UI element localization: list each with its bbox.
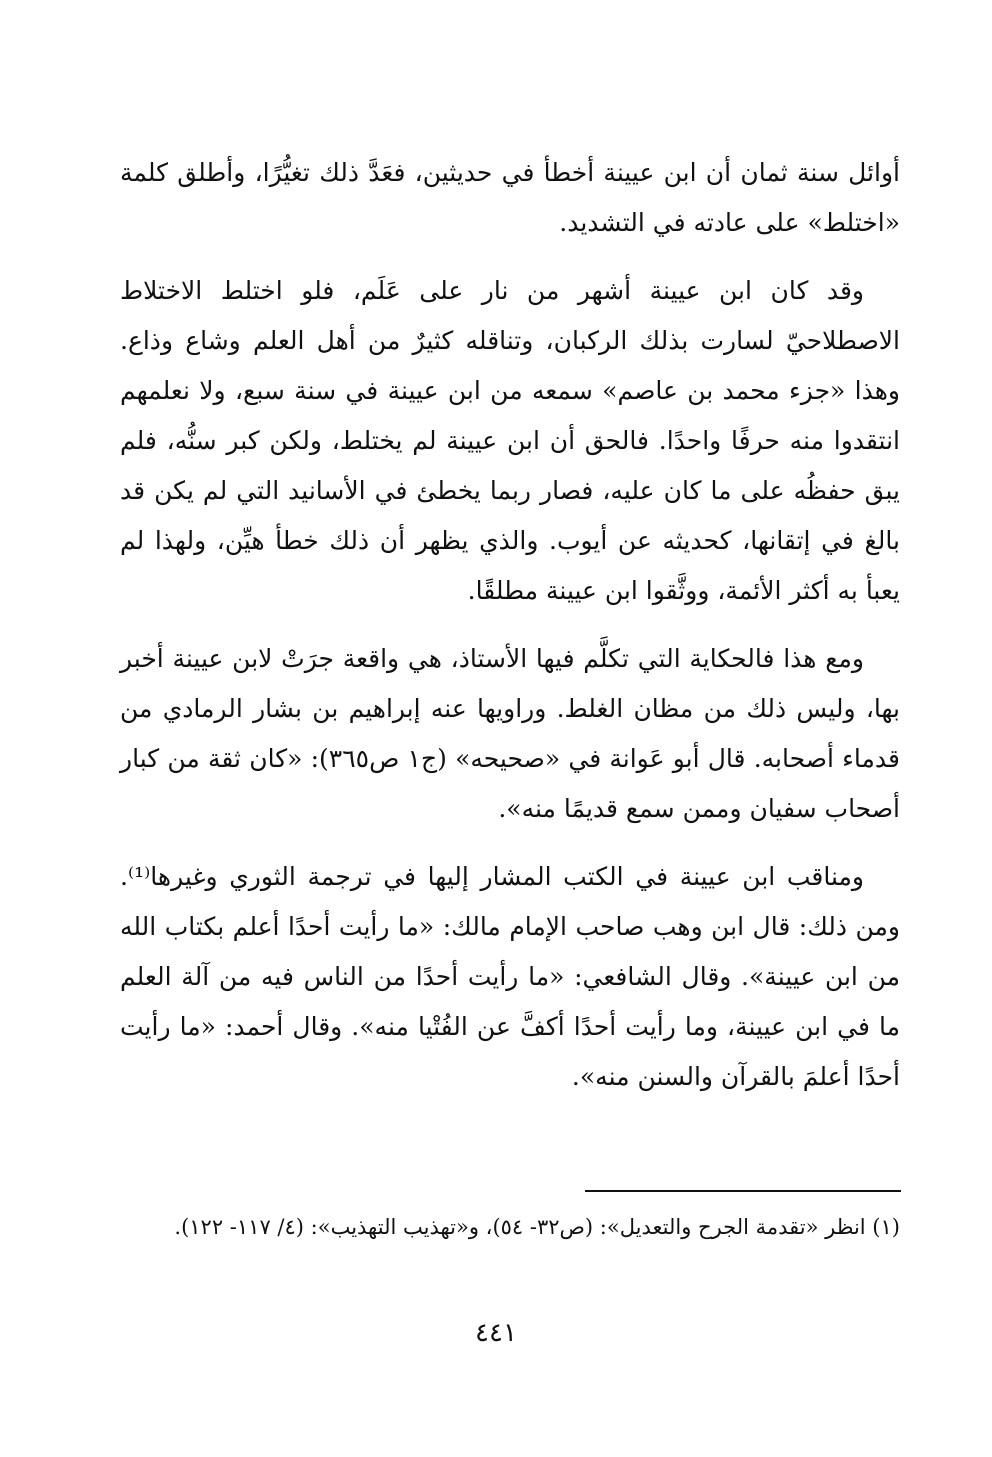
paragraph-2: وقد كان ابن عيينة أشهر من نار على عَلَم، فلو اختلط الاختلاط الاصطلاحيّ لسارت بذلك الركبان، وتناقله كثيرٌ من أهل العلم وشاع وذاع. وهذا «جزء محمد بن عاصم» سمعه من ابن عيينة في سنة سبع، ولا نعلمهم انتقدوا منه حرفًا واحدًا. فالحق أن ابن عيينة لم يختلط، ولكن كبر سنُّه، فلم يبق حفظُه على ما كان عليه، فصار ربما يخطئ في الأسانيد التي لم يكن قد بالغ في إتقانها، كحديثه عن أيوب. والذي يظهر أن ذلك خطأ هيِّن، ولهذا لم يعبأ به أكثر الأئمة، ووثَّقوا ابن عيينة مطلقًا. — [120, 276, 900, 605]
main-text — [120, 148, 900, 1120]
footnote-divider — [585, 1190, 901, 1192]
paragraph-4: ومناقب ابن عيينة في الكتب المشار إليها في ترجمة الثوري وغيرها⁽¹⁾. ومن ذلك: قال ابن وهب صاحب الإمام مالك: «ما رأيت أحدًا أعلم بكتاب الله من ابن عيينة». وقال الشافعي: «ما رأيت أحدًا من الناس فيه من آلة العلم ما في ابن عيينة، وما رأيت أحدًا أكفَّ عن الفُتْيا منه». وقال أحمد: «ما رأيت أحدًا أعلمَ بالقرآن والسنن منه». — [120, 862, 900, 1091]
paragraph-3: ومع هذا فالحكاية التي تكلَّم فيها الأستاذ، هي واقعة جرَتْ لابن عيينة أخبر بها، وليس ذلك من مظان الغلط. وراويها عنه إبراهيم بن بشار الرمادي من قدماء أصحابه. قال أبو عَوانة في «صحيحه» (ج١ ص٣٦٥): «كان ثقة من كبار أصحاب سفيان وممن سمع قديمًا منه». — [120, 644, 901, 823]
footnote: (١) انظر «تقدمة الجرح والتعديل»: (ص٣٢- ٥٤)، و«تهذيب التهذيب»: (٤/ ١١٧- ١٢٢). — [174, 1215, 900, 1239]
paragraph-1: أوائل سنة ثمان أن ابن عيينة أخطأ في حديثين، فعَدَّ ذلك تغيُّرًا، وأطلق كلمة «اختلط» على عادته في التشديد. — [120, 158, 900, 237]
page-number: ٤٤١ — [475, 1318, 517, 1348]
